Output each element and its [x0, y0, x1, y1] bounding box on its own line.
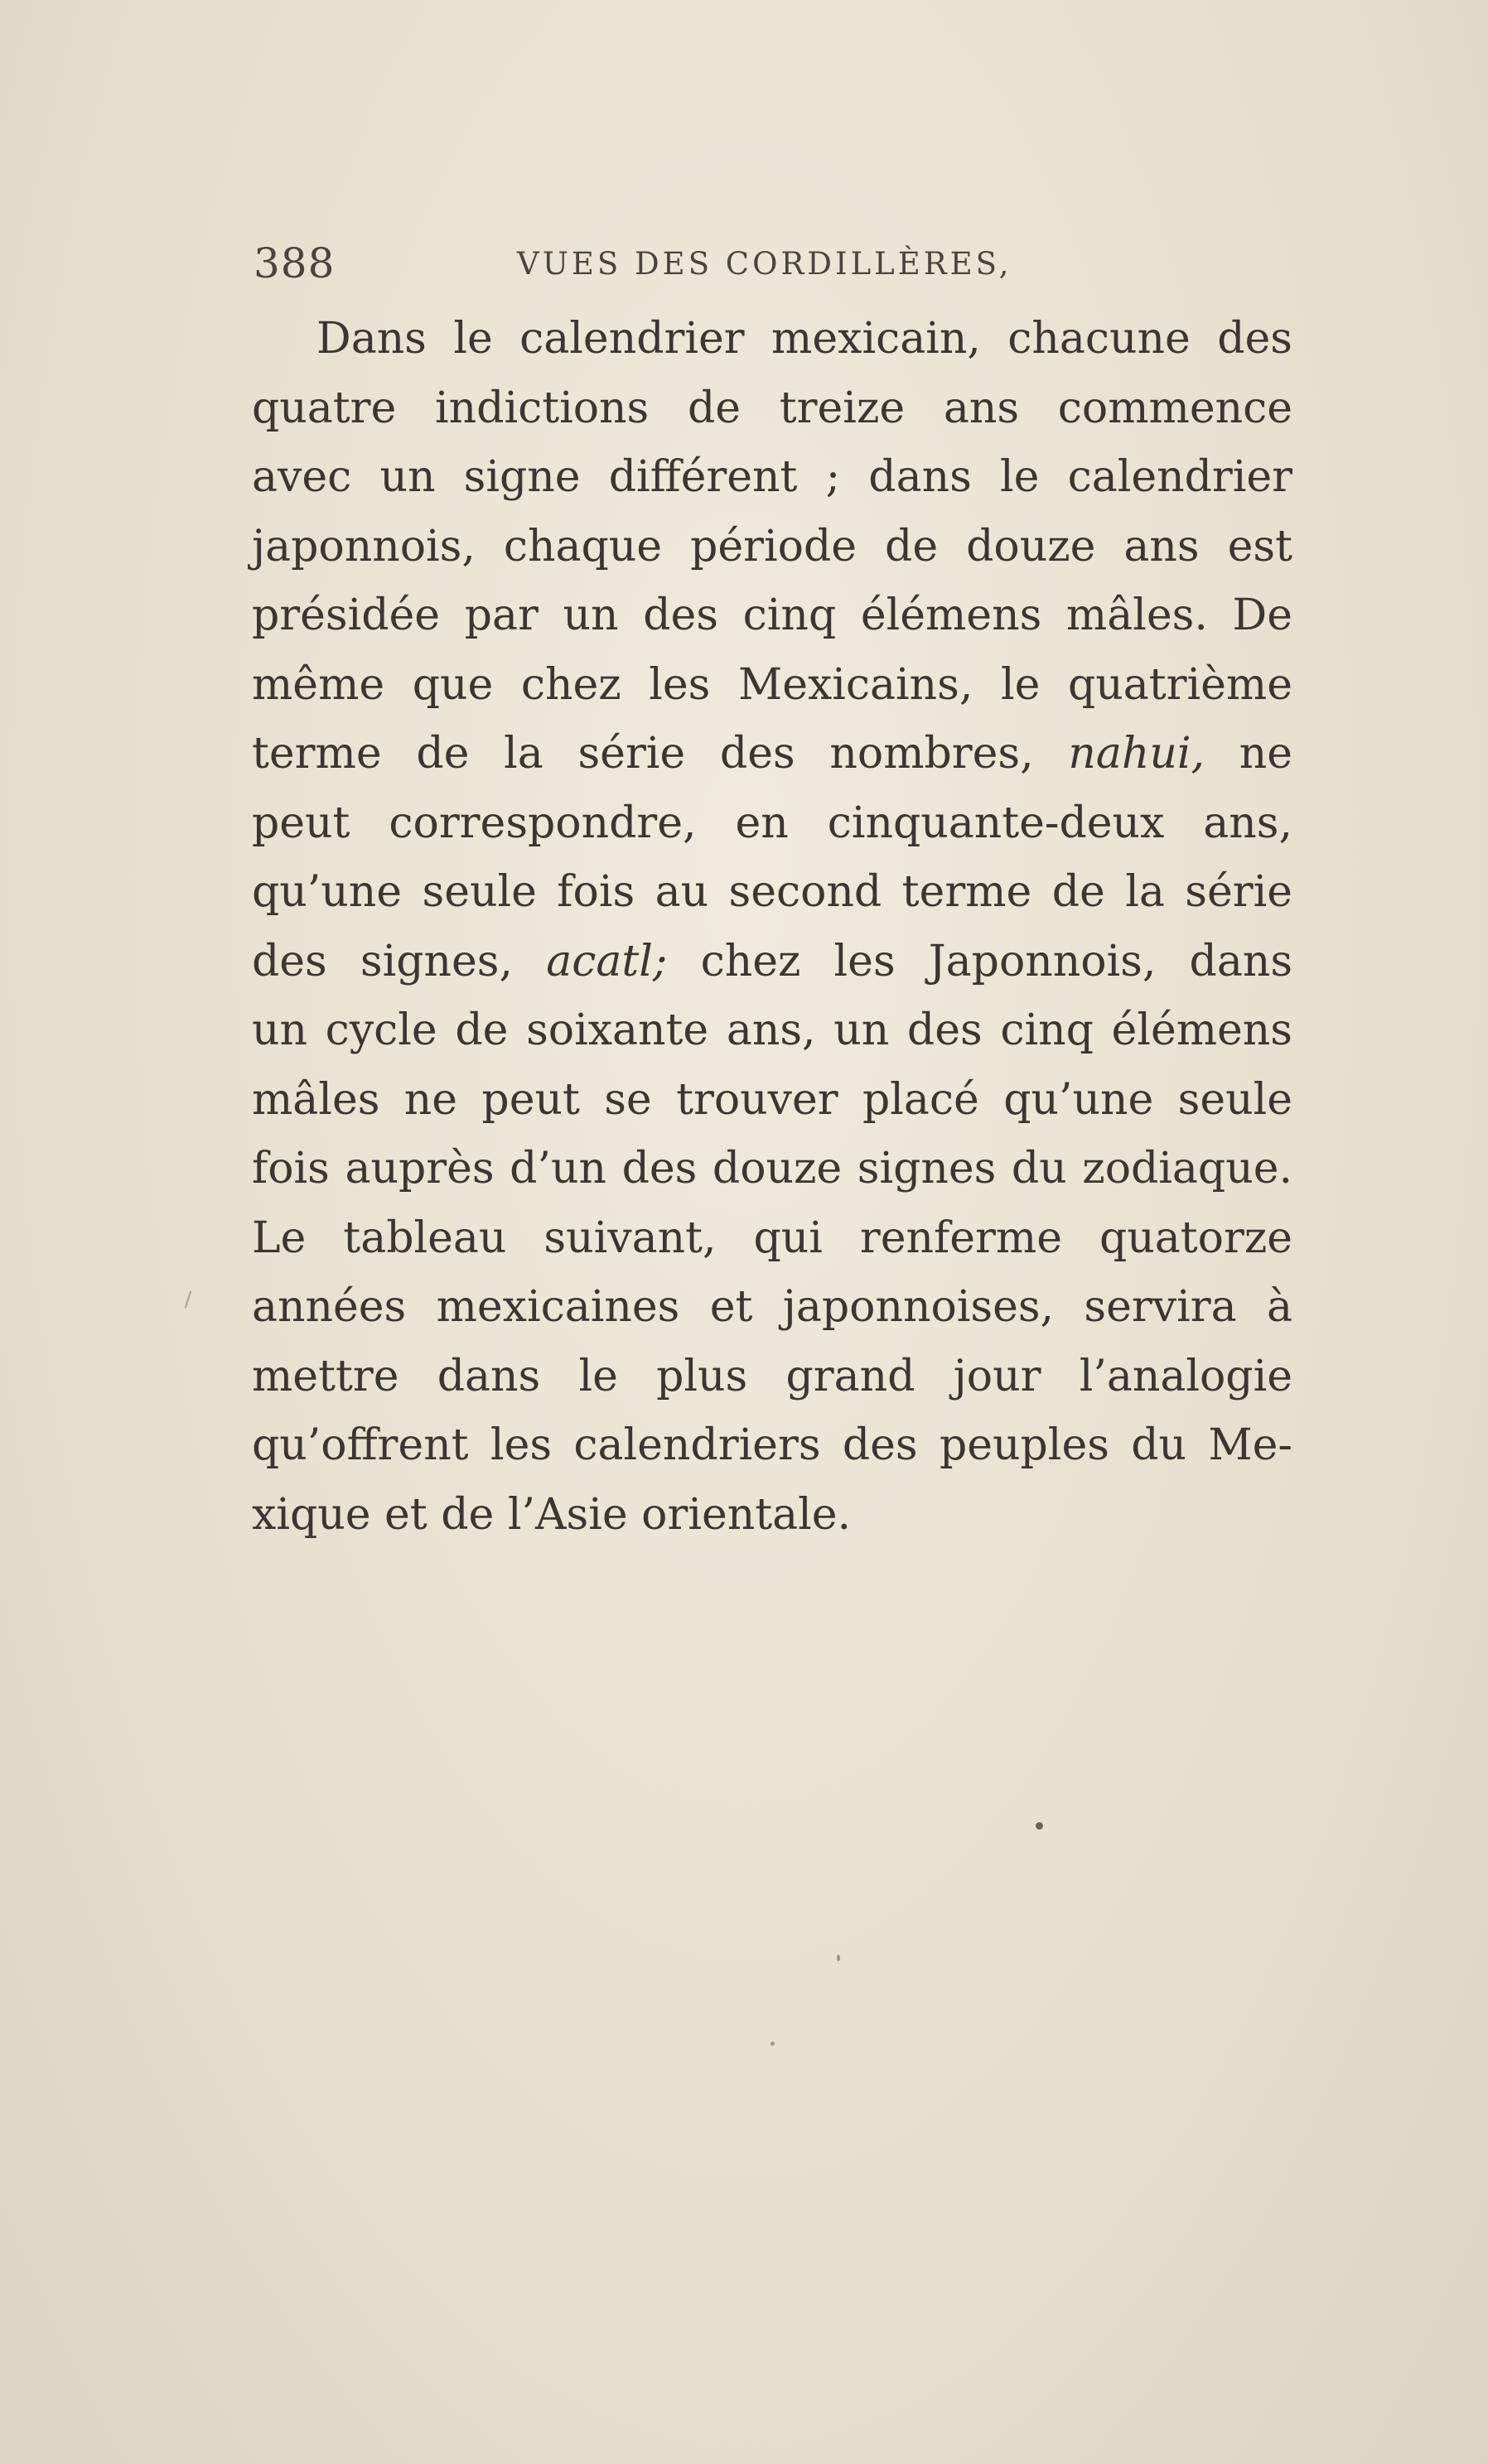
paper-speck: [771, 2042, 775, 2046]
text-line: un cycle de soixante ans, un des cinq élémens: [252, 1005, 1292, 1055]
text-line: qu’offrent les calendriers des peuples du Me-: [252, 1420, 1292, 1470]
paper-speck: [837, 1955, 840, 1961]
text-segment: des signes,: [252, 936, 514, 986]
text-line: même que chez les Mexicains, le quatrième: [252, 659, 1292, 710]
text-line: peut correspondre, en cinquante-deux ans,: [252, 798, 1292, 848]
text-line: xique et de l’Asie orientale.: [252, 1489, 852, 1540]
text-line: quatre indictions de treize ans commence: [252, 383, 1292, 433]
text-line: années mexicaines et japonnoises, servira à: [252, 1282, 1292, 1332]
running-head: [254, 230, 1289, 297]
running-title: VUES DES CORDILLÈRES,: [517, 246, 1012, 282]
page-number: 388: [254, 239, 336, 287]
text-segment: terme de la série des nombres,: [252, 729, 1034, 779]
text-line: [252, 720, 1292, 789]
text-line: présidée par un des cinq élémens mâles. De: [252, 591, 1292, 640]
italic-term-acatl: acatl;: [546, 936, 668, 986]
text-line: Le tableau suivant, qui renferme quatorze: [252, 1213, 1292, 1263]
body-paragraph: [252, 305, 1292, 1550]
text-line: mettre dans le plus grand jour l’analogie: [252, 1351, 1292, 1401]
text-line: qu’une seule fois au second terme de la série: [252, 867, 1292, 917]
text-line: japonnois, chaque période de douze ans est: [252, 521, 1292, 571]
text-segment: ne: [1239, 729, 1293, 779]
text-line: [252, 928, 1292, 997]
text-segment: chez les Japonnois, dans: [700, 936, 1293, 986]
text-line: avec un signe différent ; dans le calendrier: [252, 452, 1292, 502]
text-line: fois auprès d’un des douze signes du zodiaque.: [252, 1144, 1292, 1193]
text-line: Dans le calendrier mexicain, chacune des: [316, 314, 1292, 364]
text-line: mâles ne peut se trouver placé qu’une seule: [252, 1074, 1292, 1125]
italic-term-nahui: nahui,: [1068, 729, 1205, 779]
paper-speck: [1036, 1822, 1043, 1830]
